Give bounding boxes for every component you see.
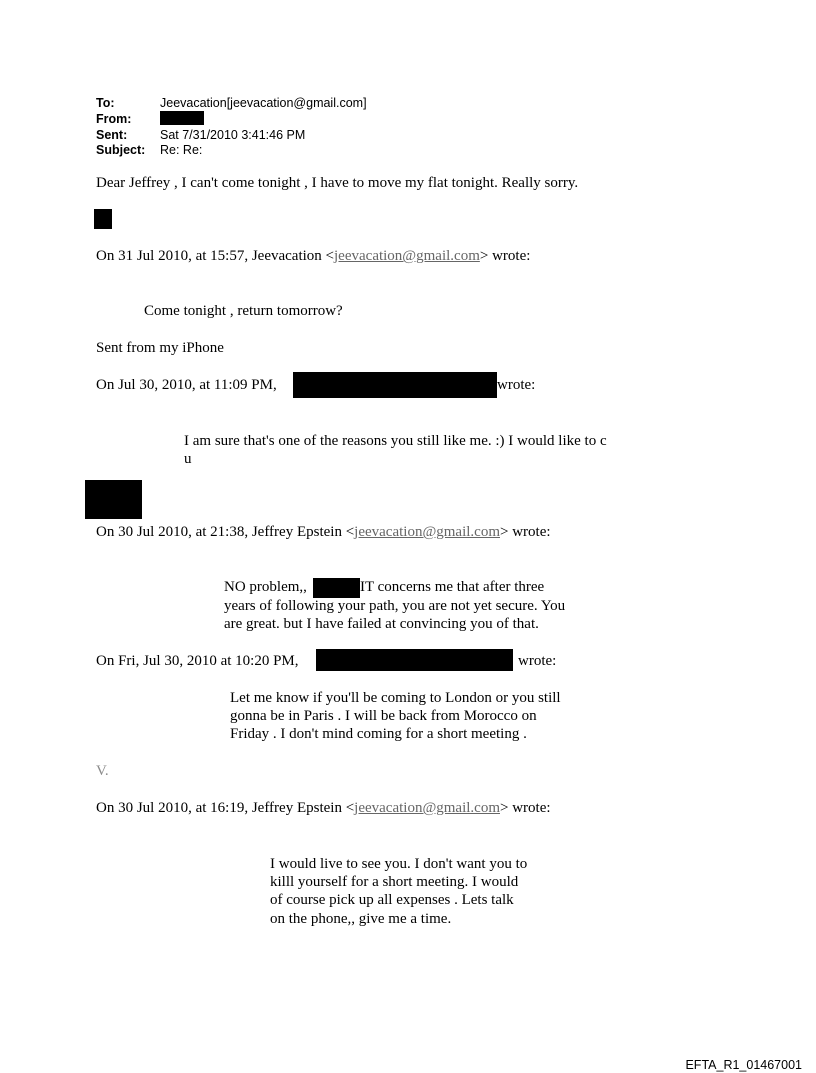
quote-header: On Jul 30, 2010, at 11:09 PM,: [96, 377, 277, 393]
message-text: I would live to see you. I don't want you to: [270, 856, 528, 872]
signature-text: Sent from my iPhone: [96, 340, 224, 356]
redaction-name: [313, 578, 360, 598]
quote-header-suffix: wrote:: [518, 653, 557, 669]
sent-label: Sent:: [96, 128, 128, 142]
message-text: Come tonight , return tomorrow?: [144, 303, 343, 319]
message-text: u: [184, 451, 192, 467]
quote-header: On 31 Jul 2010, at 15:57, Jeevacation <jeevacation@gmail.com> wrote:: [96, 248, 531, 264]
quote-header: On 30 Jul 2010, at 21:38, Jeffrey Epstein <jeevacation@gmail.com> wrote:: [96, 524, 551, 540]
from-label: From:: [96, 112, 132, 126]
subject-label: Subject:: [96, 143, 146, 157]
message-text: Let me know if you'll be coming to London or you still: [230, 690, 561, 706]
document-id: EFTA_R1_01467001: [685, 1058, 802, 1072]
email-link[interactable]: jeevacation@gmail.com: [354, 800, 500, 816]
message-text: gonna be in Paris . I will be back from Morocco on: [230, 708, 537, 724]
redaction-sender-signature: [94, 209, 112, 229]
message-text: killl yourself for a short meeting. I would: [270, 874, 519, 890]
message-text: Dear Jeffrey , I can't come tonight , I have to move my flat tonight. Really sorry.: [96, 175, 579, 191]
subject-value: Re: Re:: [160, 143, 203, 157]
message-text: IT concerns me that after three: [360, 579, 545, 595]
quote-header: On 30 Jul 2010, at 16:19, Jeffrey Epstein <jeevacation@gmail.com> wrote:: [96, 800, 551, 816]
message-text: on the phone,, give me a time.: [270, 911, 452, 927]
redaction-sender-name: [293, 372, 497, 398]
message-text: years of following your path, you are not yet secure. You: [224, 598, 566, 614]
quote-header: On Fri, Jul 30, 2010 at 10:20 PM,: [96, 653, 299, 669]
message-text: of course pick up all expenses . Lets talk: [270, 892, 514, 908]
message-text: Friday . I don't mind coming for a short meeting .: [230, 726, 527, 742]
message-text: are great. but I have failed at convincing you of that.: [224, 616, 539, 632]
email-link[interactable]: jeevacation@gmail.com: [354, 524, 500, 540]
to-label: To:: [96, 96, 115, 110]
redaction-from: [160, 111, 204, 125]
message-text: I am sure that's one of the reasons you still like me. :) I would like to c: [184, 433, 607, 449]
email-link[interactable]: jeevacation@gmail.com: [334, 248, 480, 264]
redaction-sender-name: [316, 649, 513, 671]
to-value: Jeevacation[jeevacation@gmail.com]: [160, 96, 367, 110]
message-text: NO problem,,: [224, 579, 307, 595]
quote-header-suffix: wrote:: [497, 377, 536, 393]
initial-signature: V.: [96, 763, 109, 779]
sent-value: Sat 7/31/2010 3:41:46 PM: [160, 128, 306, 142]
redaction-block: [85, 480, 142, 519]
